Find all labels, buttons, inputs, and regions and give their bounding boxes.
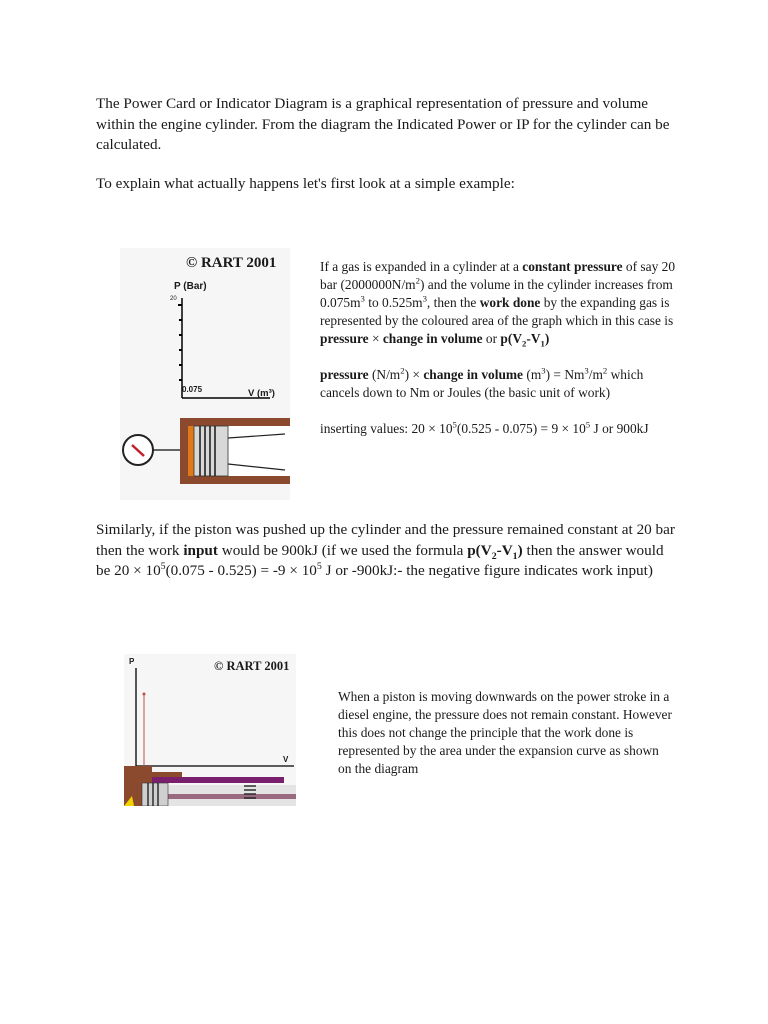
- intro-paragraph-1: The Power Card or Indicator Diagram is a graphical representation of pressure and volume within the engine cylinder. From the diagram the Indicated Power or IP for the cylinder can be calculated.: [96, 95, 670, 153]
- figure-1-x-tick: 0.075: [182, 385, 203, 394]
- piston-crown: [188, 426, 194, 476]
- figure-2-explanation: When a piston is moving downwards on the power stroke in a diesel engine, the pressure does not remain constant. However this does not change the principle that the work done is represented by the area under the expansion curve as shown on the diagram: [338, 689, 672, 776]
- explanation-paragraph-2: pressure $(N/m^2)$ × change in volume $(m^3) = Nm^3/m^2$ which cancels down to Nm or Joules (the basic unit of work): [320, 365, 644, 400]
- figure-2-copyright: © RART 2001: [214, 659, 290, 673]
- explanation-paragraph-3: inserting values: $20 \times 10^5(0.525 - 0.075) = 9 \times 10^5$ J or 900kJ: [320, 419, 649, 436]
- figure-1-y-tick: 20: [170, 296, 177, 302]
- pv-diagram-expansion: [124, 654, 296, 806]
- piston: [194, 426, 228, 476]
- figure-1-x-axis-label: V (m³): [248, 388, 275, 399]
- figure-1-explanation: [320, 258, 676, 438]
- figure-2-y-axis-label: P: [129, 657, 135, 666]
- purple-band: [152, 777, 284, 783]
- figure-1-copyright: © RART 2001: [186, 255, 277, 271]
- intro-paragraph-2: To explain what actually happens let's first look at a simple example:: [96, 175, 515, 192]
- similarly-paragraph: Similarly, if the piston was pushed up the cylinder and the pressure remained constant at 20 bar then the work input would be 900kJ (if we used the formula $p(V_2-V_1)$ then the answer would be $20 \times 10^5(0.075 - 0.525) = -9 \times 10^5$ J or -900kJ:- the negative figure indicates work input): [96, 521, 675, 579]
- figure-1-diagram: [120, 248, 290, 500]
- figure-2-x-axis-label: V: [283, 755, 289, 764]
- explanation-paragraph-1: If a gas is expanded in a cylinder at a constant pressure of say 20 bar $(2000000N/m^2)$ and the volume in the cylinder increases from $0.075m^3$ to $0.525m^3$, then the work done by the expanding gas is represented by the coloured area of the graph which in this case is pressure × change in volume or $p(V_2-V_1)$: [320, 259, 676, 349]
- figure-2-diagram: [124, 654, 296, 806]
- figure-1-y-axis-label: P (Bar): [174, 281, 207, 292]
- piston: [142, 783, 168, 806]
